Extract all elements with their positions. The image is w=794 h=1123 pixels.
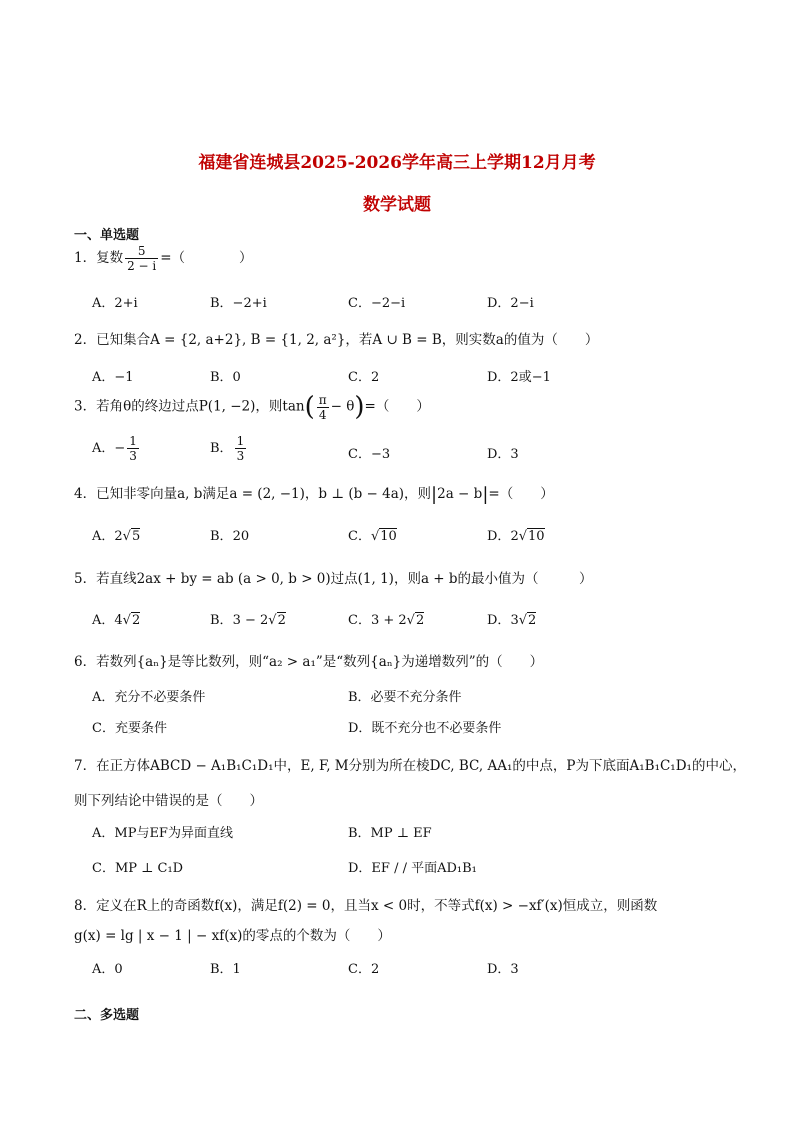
q4-c-rad: 10 [380, 529, 397, 544]
q5-b-label: B． [210, 613, 233, 628]
q7-option-d: D．EF / / 平面AD₁B₁ [348, 861, 477, 876]
q4-suffix: =（ ） [488, 486, 554, 502]
section-single-choice: 一、单选题 [74, 228, 140, 243]
q4-option-c: C．√10 [348, 529, 397, 544]
q5-b-pre: 3 − 2 [232, 613, 269, 628]
q8-option-c: C．2 [348, 962, 380, 977]
q5-option-a: A．4√2 [92, 613, 141, 628]
q3-b-num: 1 [236, 434, 245, 448]
q4-d-label: D． [487, 529, 511, 544]
q3-fraction [317, 393, 329, 422]
q5-a-rad: 2 [131, 613, 141, 628]
q4-b-label: B． [210, 529, 233, 544]
q3-b-label: B． [210, 441, 233, 456]
question-5-stem: 5．若直线2ax + by = ab (a > 0, b > 0)过点(1, 1)，则a + b的最小值为（ ） [74, 571, 593, 587]
q3-suffix: =（ ） [364, 398, 430, 415]
q4-text: 4．已知非零向量a, b满足a = (2, −1)，b ⊥ (b − 4a)，则 [74, 486, 432, 502]
question-8-stem-line1: 8．定义在R上的奇函数f(x)，满足f(2) = 0，且当x < 0时，不等式f(x) > −xf′(x)恒成立，则函数 [74, 898, 658, 914]
q3-after-frac: − θ [330, 398, 355, 415]
q3-option-a [92, 434, 141, 463]
exam-title: 福建省连城县2025-2026学年高三上学期12月月考 [198, 153, 596, 173]
q3-frac-num: π [318, 392, 327, 407]
q3-a-label: A． [92, 441, 115, 456]
q1-option-a: A．2+i [92, 296, 138, 311]
q4-c-label: C． [348, 529, 371, 544]
q1-option-b: B．−2+i [210, 296, 267, 311]
q4-option-a: A．2√5 [92, 529, 141, 544]
q2-option-c: C．2 [348, 370, 380, 385]
q5-option-d: D．3√2 [487, 613, 537, 628]
q5-d-rad: 2 [528, 613, 537, 628]
q1-frac-den: 2 − i [127, 259, 157, 273]
q5-d-label: D． [487, 613, 511, 628]
q7-option-b: B．MP ⊥ EF [348, 826, 432, 841]
q4-b-value: 20 [232, 529, 250, 544]
question-2-stem: 2．已知集合A = {2, a+2}, B = {1, 2, a²}，若A ∪ B = B，则实数a的值为（ ） [74, 332, 599, 348]
question-8-stem-line2: g(x) = lg | x − 1 | − xf(x)的零点的个数为（ ） [74, 928, 391, 944]
q4-abs-inner: 2a − b [437, 486, 483, 502]
q5-c-label: C． [348, 613, 371, 628]
q3-option-d: D．3 [487, 447, 519, 462]
exam-subtitle: 数学试题 [363, 195, 431, 215]
q5-option-c: C．3 + 2√2 [348, 613, 425, 628]
question-4-stem: 4．已知非零向量a, b满足a = (2, −1)，b ⊥ (b − 4a)，则|2a − b|=（ ） [74, 484, 554, 505]
q6-option-a: A．充分不必要条件 [92, 690, 206, 705]
section-multi-choice: 二、多选题 [74, 1008, 140, 1023]
q6-option-c: C．充要条件 [92, 721, 167, 736]
question-3-stem: 3．若角θ的终边过点P(1, −2)，则tan( $\frac{\pi}{4}$ − θ)=（ ） [74, 392, 430, 422]
q3-option-c: C．−3 [348, 447, 391, 462]
q3-a-den: 3 [129, 449, 137, 463]
q3-b-den: 3 [236, 449, 245, 463]
q1-suffix: =（ ） [160, 250, 253, 266]
q3-option-b [210, 434, 248, 463]
q5-c-pre: 3 + 2 [370, 613, 407, 628]
q4-option-b [210, 525, 249, 544]
q5-d-pre: 3 [510, 613, 519, 628]
q3-frac-den: 4 [318, 407, 327, 422]
q3-prefix: 3．若角θ的终边过点P(1, −2)，则tan [74, 398, 305, 415]
q3-a-num: 1 [129, 434, 137, 448]
question-7-stem-line1: 7．在正方体ABCD − A₁B₁C₁D₁中，E, F, M分别为所在棱DC, BC, AA₁的中点，P为下底面A₁B₁C₁D₁的中心， [74, 758, 746, 774]
q8-option-b: B．1 [210, 962, 241, 977]
q1-frac-num: 5 [125, 244, 158, 259]
q5-c-rad: 2 [415, 613, 425, 628]
q3-a-sign: − [114, 441, 126, 456]
q7-option-a: A．MP与EF为异面直线 [92, 826, 233, 841]
q2-option-a: A．−1 [92, 370, 134, 385]
q7-option-c: C．MP ⊥ C₁D [92, 861, 184, 876]
q1-fraction [125, 244, 158, 273]
q4-a-coef: 2 [114, 529, 123, 544]
q5-option-b: B．3 − 2√2 [210, 613, 286, 628]
question-1-stem [74, 244, 253, 273]
q2-option-b: B．0 [210, 370, 241, 385]
question-6-stem: 6．若数列{aₙ}是等比数列，则“a₂ > a₁”是“数列{aₙ}为递增数列”的（ ） [74, 654, 544, 670]
q6-option-b: B．必要不充分条件 [348, 690, 462, 705]
q4-a-rad: 5 [131, 529, 141, 544]
q5-a-label: A． [92, 613, 115, 628]
q1-option-c: C．−2−i [348, 296, 406, 311]
q8-option-a: A．0 [92, 962, 123, 977]
q1-option-d: D．2−i [487, 296, 534, 311]
q4-d-coef: 2 [510, 529, 519, 544]
q4-option-d: D．2√10 [487, 529, 545, 544]
q5-b-rad: 2 [277, 613, 286, 628]
q6-option-d: D．既不充分也不必要条件 [348, 721, 502, 736]
q8-option-d: D．3 [487, 962, 519, 977]
q1-prefix: 1．复数 [74, 250, 124, 266]
q2-option-d: D．2或−1 [487, 370, 551, 385]
q5-a-pre: 4 [114, 613, 123, 628]
question-7-stem-line2: 则下列结论中错误的是（ ） [74, 793, 263, 809]
q4-d-rad: 10 [528, 529, 545, 544]
q4-a-label: A． [92, 529, 115, 544]
